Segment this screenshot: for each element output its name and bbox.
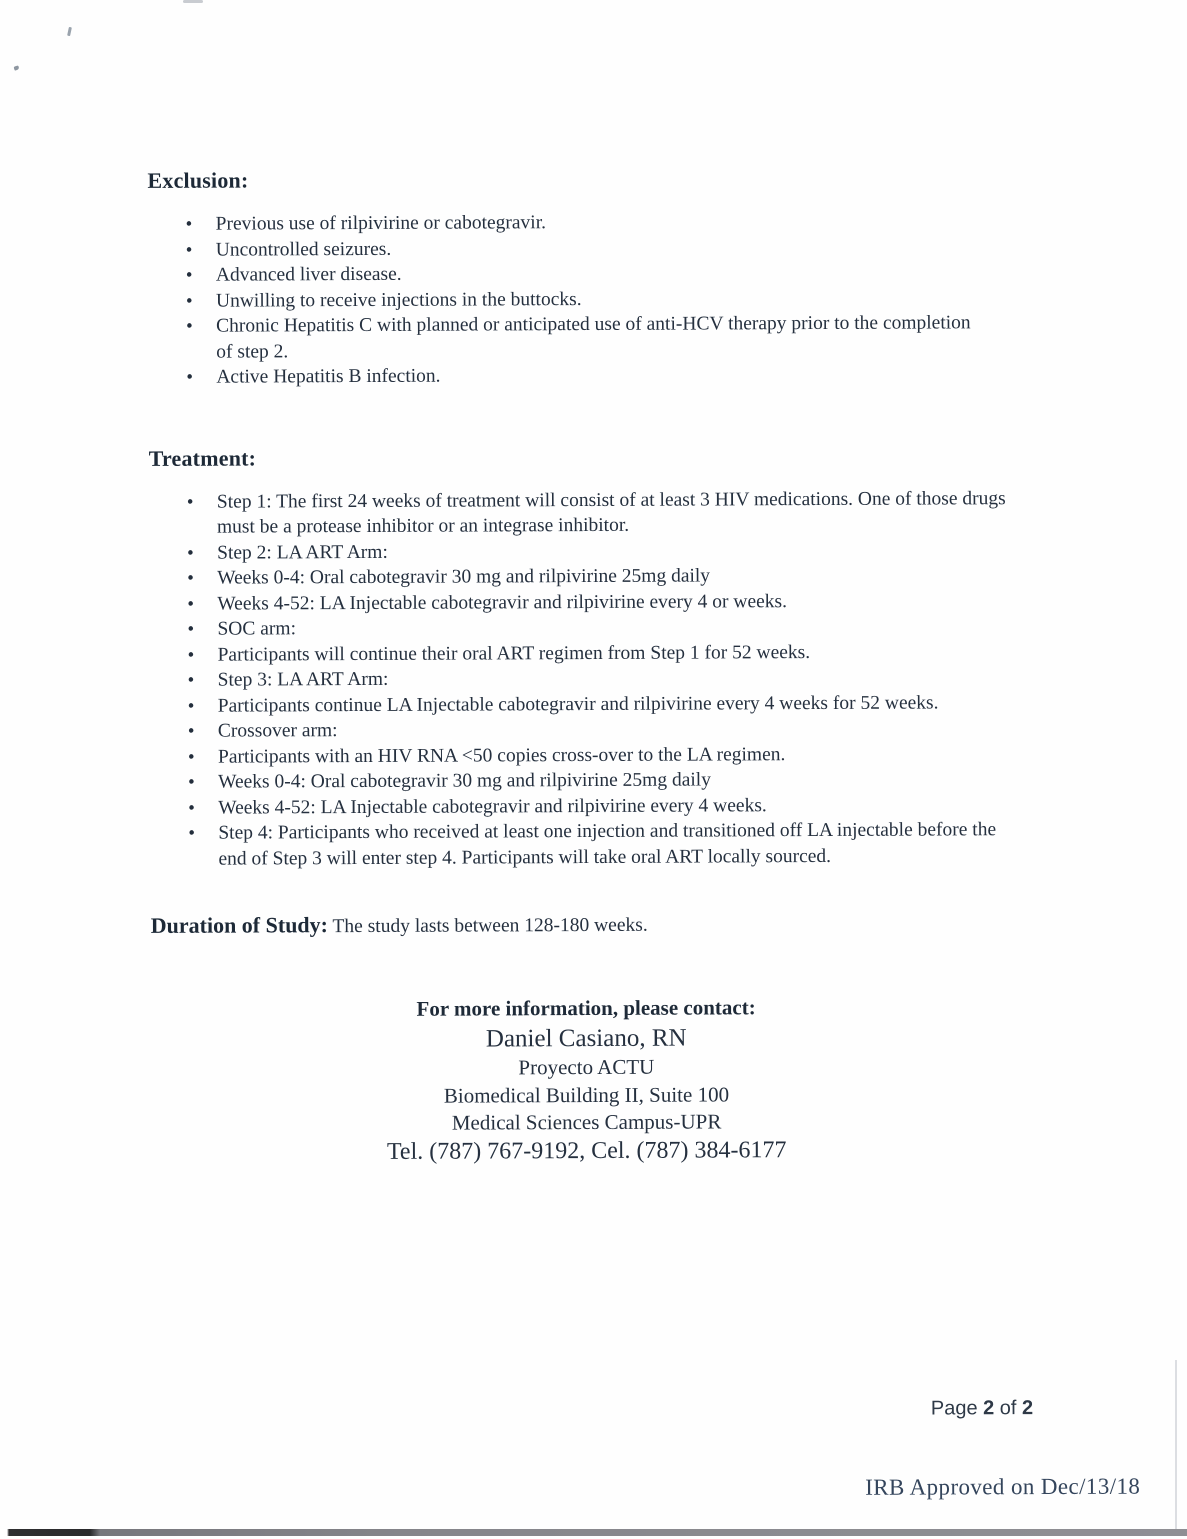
contact-block bbox=[141, 993, 1032, 1167]
contact-name: Daniel Casiano, RN bbox=[485, 1024, 687, 1053]
document-body bbox=[147, 164, 1110, 961]
duration-text: The study lasts between 128-180 weeks. bbox=[327, 914, 648, 938]
contact-phone: Tel. (787) 767-9192, Cel. (787) 384-6177 bbox=[386, 1136, 787, 1165]
list-item: • Participants with an HIV RNA <50 copies cross-over to the LA regimen. bbox=[218, 741, 1042, 770]
list-item: • Step 1: The first 24 weeks of treatment will consist of at least 3 HIV medications. One of those drugs must be a protease inhibitor or an integrase inhibitor. bbox=[217, 486, 1009, 540]
list-item: • SOC arm: bbox=[217, 613, 1041, 642]
list-item: • Active Hepatitis B infection. bbox=[216, 361, 974, 390]
list-item: • Step 2: LA ART Arm: bbox=[217, 537, 1041, 566]
exclusion-section bbox=[147, 164, 1108, 391]
irb-approval-note: IRB Approved on Dec/13/18 bbox=[865, 1473, 1141, 1500]
list-item: • Participants continue LA Injectable cabotegravir and rilpivirine every 4 weeks for 52 weeks. bbox=[218, 690, 1042, 719]
list-item: • Weeks 0-4: Oral cabotegravir 30 mg and rilpivirine 25mg daily bbox=[218, 766, 1042, 795]
treatment-heading: Treatment: bbox=[148, 444, 257, 471]
exclusion-list bbox=[148, 208, 1109, 391]
contact-heading: For more information, please contact: bbox=[416, 995, 756, 1021]
scan-bottom-edge-bar bbox=[0, 1529, 1187, 1536]
contact-campus: Medical Sciences Campus-UPR bbox=[451, 1109, 722, 1135]
list-item: • Advanced liver disease. bbox=[216, 259, 974, 288]
list-item: • Unwilling to receive injections in the buttocks. bbox=[216, 285, 974, 314]
page-total: 2 bbox=[1021, 1397, 1034, 1420]
list-item: • Step 3: LA ART Arm: bbox=[218, 664, 1042, 693]
list-item: • Crossover arm: bbox=[218, 715, 1042, 744]
list-item: • Step 4: Participants who received at least one injection and transitioned off LA injectable before the end of Step 3 will enter step 4. Participants will take oral ART locally sourced. bbox=[218, 817, 1020, 871]
exclusion-heading: Exclusion: bbox=[147, 167, 249, 193]
list-item: • Weeks 4-52: LA Injectable cabotegravir and rilpivirine every 4 or weeks. bbox=[217, 588, 1041, 617]
treatment-section bbox=[149, 441, 1111, 872]
duration-line bbox=[151, 909, 1111, 941]
list-item: • Uncontrolled seizures. bbox=[216, 234, 974, 263]
contact-org: Proyecto ACTU bbox=[518, 1054, 655, 1080]
list-item: • Weeks 4-52: LA Injectable cabotegravir and rilpivirine every 4 weeks. bbox=[218, 792, 1042, 821]
contact-building: Biomedical Building II, Suite 100 bbox=[443, 1081, 730, 1108]
list-item: • Previous use of rilpivirine or cabotegravir. bbox=[216, 208, 974, 237]
treatment-list bbox=[149, 485, 1111, 872]
duration-label: Duration of Study: bbox=[150, 912, 329, 938]
of-word: of bbox=[994, 1397, 1023, 1420]
page-word: Page bbox=[930, 1397, 984, 1420]
page-number bbox=[931, 1397, 1033, 1420]
list-item: • Participants will continue their oral ART regimen from Step 1 for 52 weeks. bbox=[217, 639, 1041, 668]
page-current: 2 bbox=[983, 1397, 995, 1420]
list-item: • Weeks 0-4: Oral cabotegravir 30 mg and rilpivirine 25mg daily bbox=[217, 562, 1041, 591]
list-item: • Chronic Hepatitis C with planned or anticipated use of anti-HCV therapy prior to the completion of step 2. bbox=[216, 310, 974, 364]
